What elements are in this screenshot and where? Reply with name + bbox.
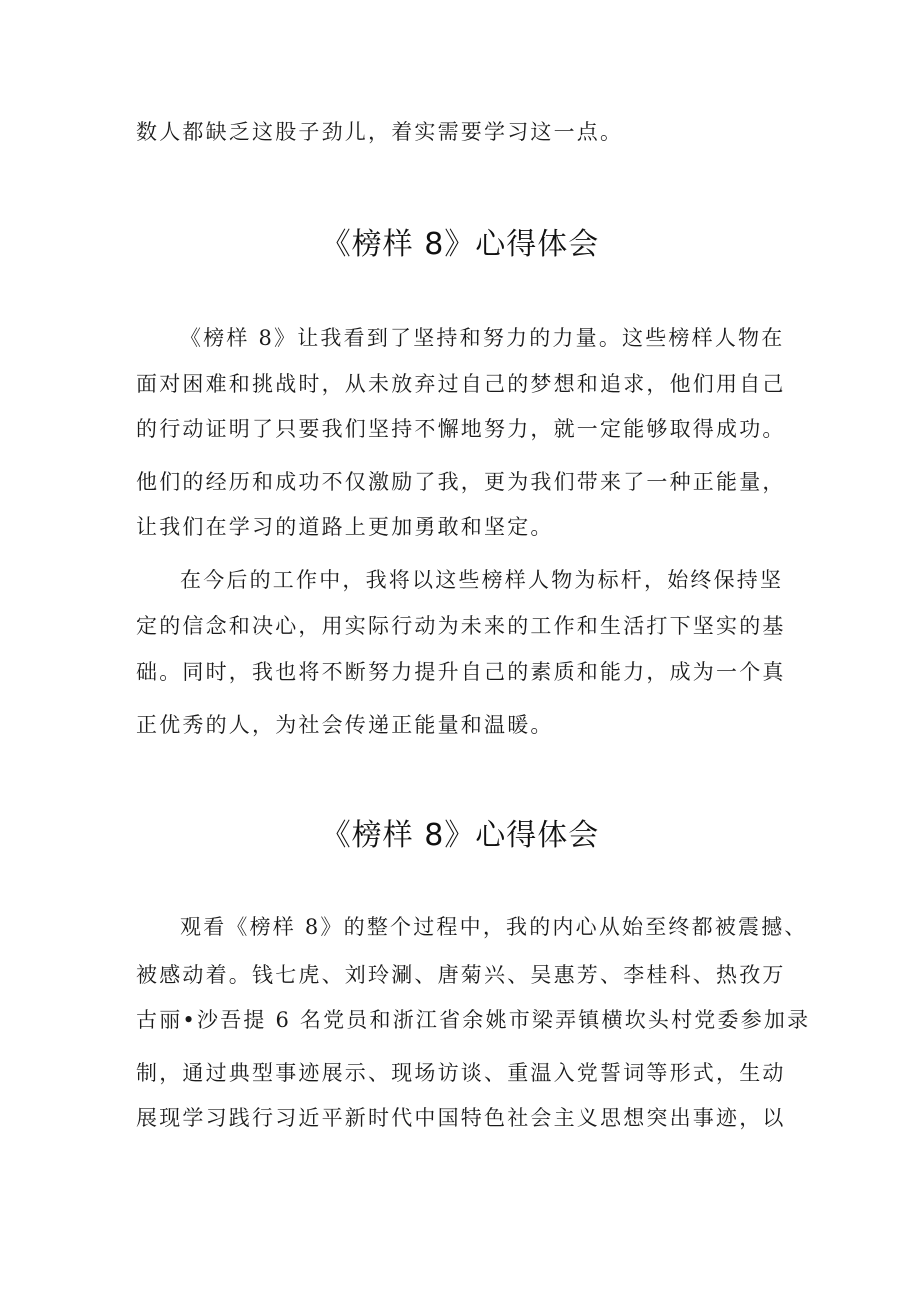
paragraph-line: 的行动证明了只要我们坚持不懈地努力，就一定能够取得成功。 (136, 417, 786, 441)
paragraph-line: 古丽•沙吾提 6 名党员和浙江省余姚市梁弄镇横坎头村党委参加录 (136, 1008, 811, 1032)
paragraph-line: 定的信念和决心，用实际行动为未来的工作和生活打下坚实的基 (136, 614, 786, 638)
paragraph-line: 展现学习践行习近平新时代中国特色社会主义思想突出事迹，以 (136, 1106, 786, 1130)
paragraph-line: 让我们在学习的道路上更加勇敢和坚定。 (136, 515, 554, 539)
section-title: 《榜样 8》心得体会 (320, 818, 600, 853)
paragraph-line: 他们的经历和成功不仅激励了我，更为我们带来了一种正能量， (136, 470, 786, 494)
paragraph-line: 《榜样 8》让我看到了坚持和努力的力量。这些榜样人物在 (180, 326, 785, 350)
paragraph-line: 础。同时，我也将不断努力提升自己的素质和能力，成为一个真 (136, 660, 786, 684)
section-title: 《榜样 8》心得体会 (320, 227, 600, 262)
paragraph-line: 观看《榜样 8》的整个过程中，我的内心从始至终都被震撼、 (180, 915, 808, 939)
paragraph-line: 制，通过典型事迹展示、现场访谈、重温入党誓词等形式，生动 (136, 1061, 786, 1085)
paragraph-line: 面对困难和挑战时，从未放弃过自己的梦想和追求，他们用自己 (136, 372, 786, 396)
paragraph-line: 数人都缺乏这股子劲儿，着实需要学习这一点。 (136, 120, 624, 144)
paragraph-line: 被感动着。钱七虎、刘玲涮、唐菊兴、吴惠芳、李桂科、热孜万 (136, 963, 786, 987)
paragraph-line: 正优秀的人，为社会传递正能量和温暖。 (136, 713, 554, 737)
paragraph-line: 在今后的工作中，我将以这些榜样人物为标杆，始终保持坚 (180, 568, 784, 592)
